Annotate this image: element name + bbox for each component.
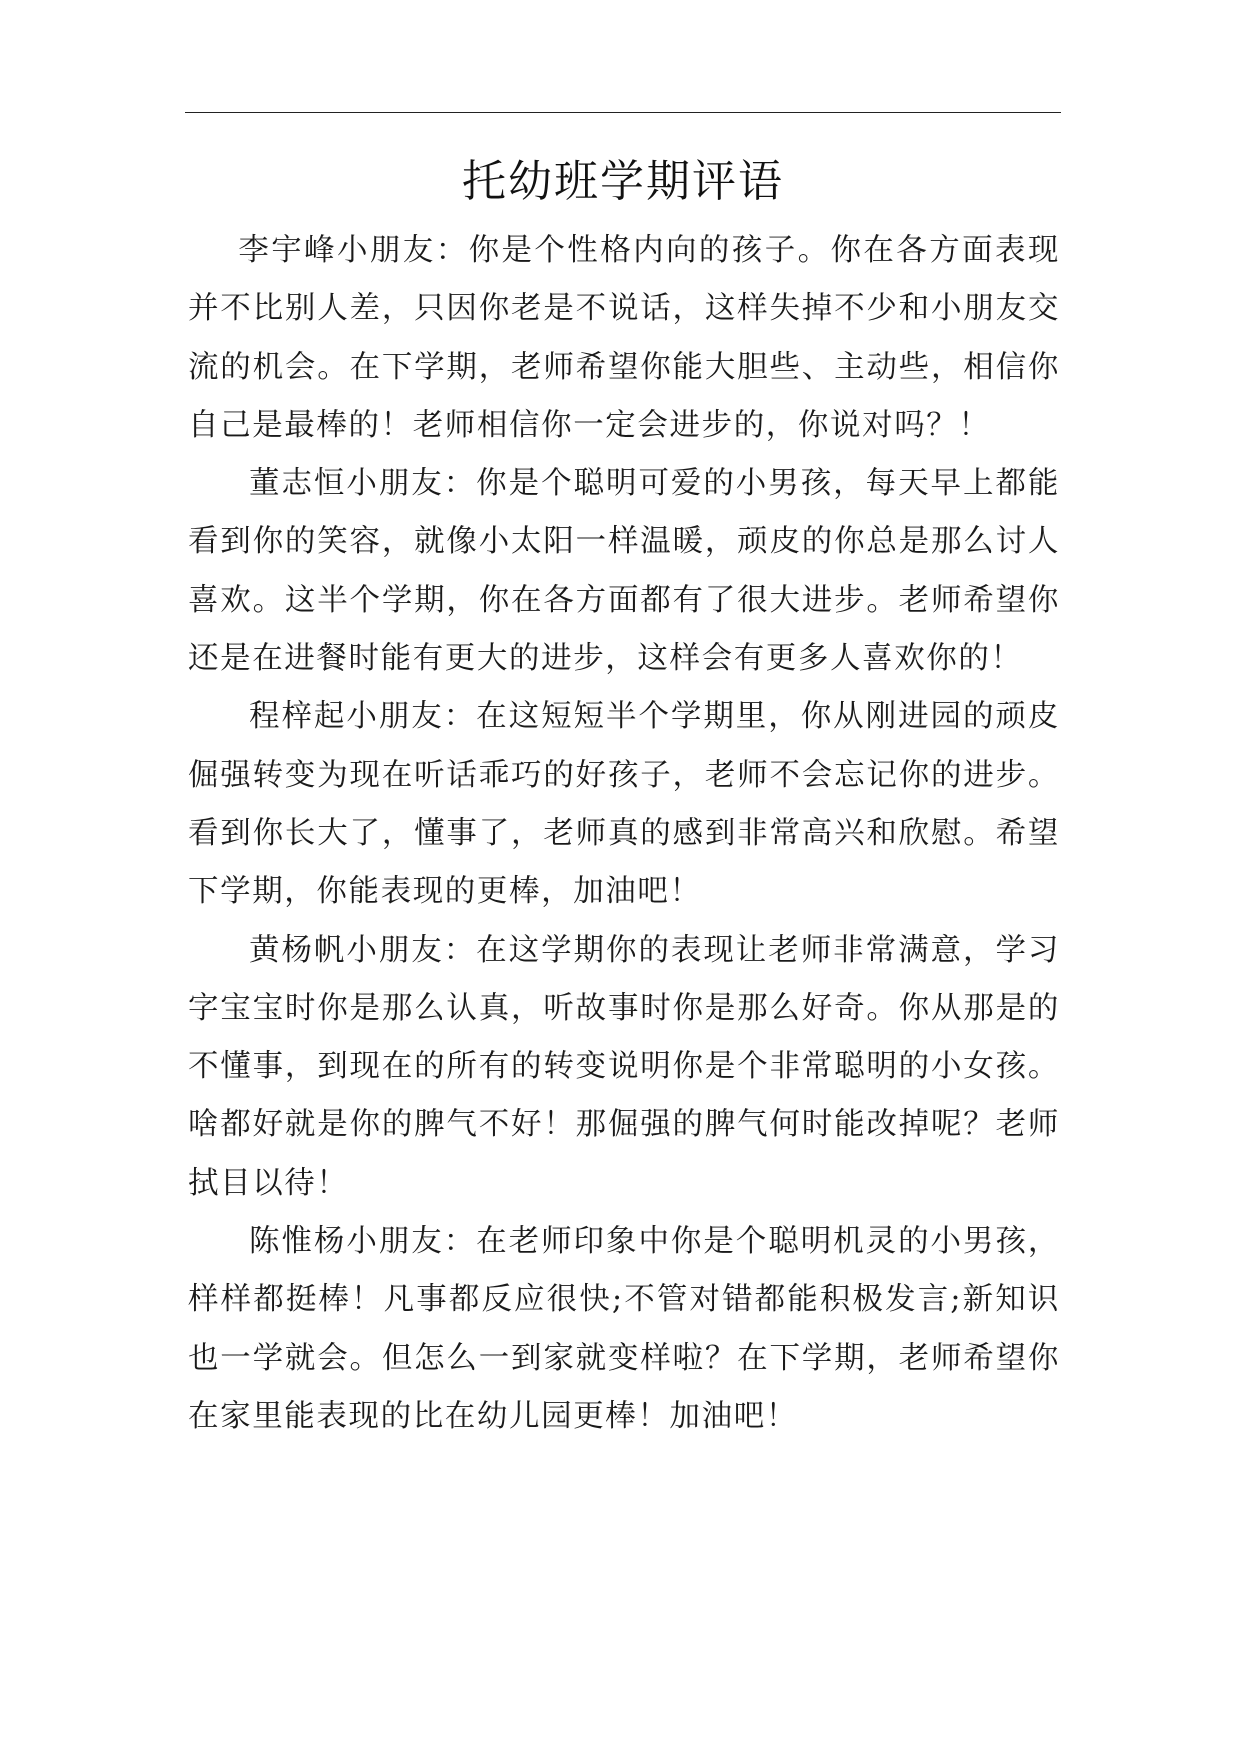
comment-paragraph: 程梓起小朋友：在这短短半个学期里，你从刚进园的顽皮倔强转变为现在听话乖巧的好孩子，老师不会忘记你的进步。看到你长大了，懂事了，老师真的感到非常高兴和欣慰。希望下学期，你能表现的更棒，加油吧！ — [188, 699, 1060, 910]
header-rule — [185, 112, 1061, 113]
document-title: 托幼班学期评语 — [462, 156, 784, 207]
comment-paragraph: 黄杨帆小朋友：在这学期你的表现让老师非常满意，学习字宝宝时你是那么认真，听故事时你是那么好奇。你从那是的不懂事，到现在的所有的转变说明你是个非常聪明的小女孩。啥都好就是你的脾气不好！那倔强的脾气何时能改掉呢？老师拭目以待！ — [188, 932, 1060, 1201]
comment-paragraph: 陈惟杨小朋友：在老师印象中你是个聪明机灵的小男孩，样样都挺棒！凡事都反应很快;不管对错都能积极发言;新知识也一学就会。但怎么一到家就变样啦？在下学期，老师希望你在家里能表现的比在幼儿园更棒！加油吧！ — [188, 1224, 1060, 1434]
comment-paragraph: 董志恒小朋友：你是个聪明可爱的小男孩，每天早上都能看到你的笑容，就像小太阳一样温暖，顽皮的你总是那么讨人喜欢。这半个学期，你在各方面都有了很大进步。老师希望你还是在进餐时能有更大的进步，这样会有更多人喜欢你的！ — [188, 466, 1060, 677]
comment-paragraph: 李宇峰小朋友：你是个性格内向的孩子。你在各方面表现并不比别人差，只因你老是不说话，这样失掉不少和小朋友交流的机会。在下学期，老师希望你能大胆些、主动些，相信你自己是最棒的！老师相信你一定会进步的，你说对吗？！ — [188, 233, 1060, 443]
document-body — [188, 222, 1060, 1446]
